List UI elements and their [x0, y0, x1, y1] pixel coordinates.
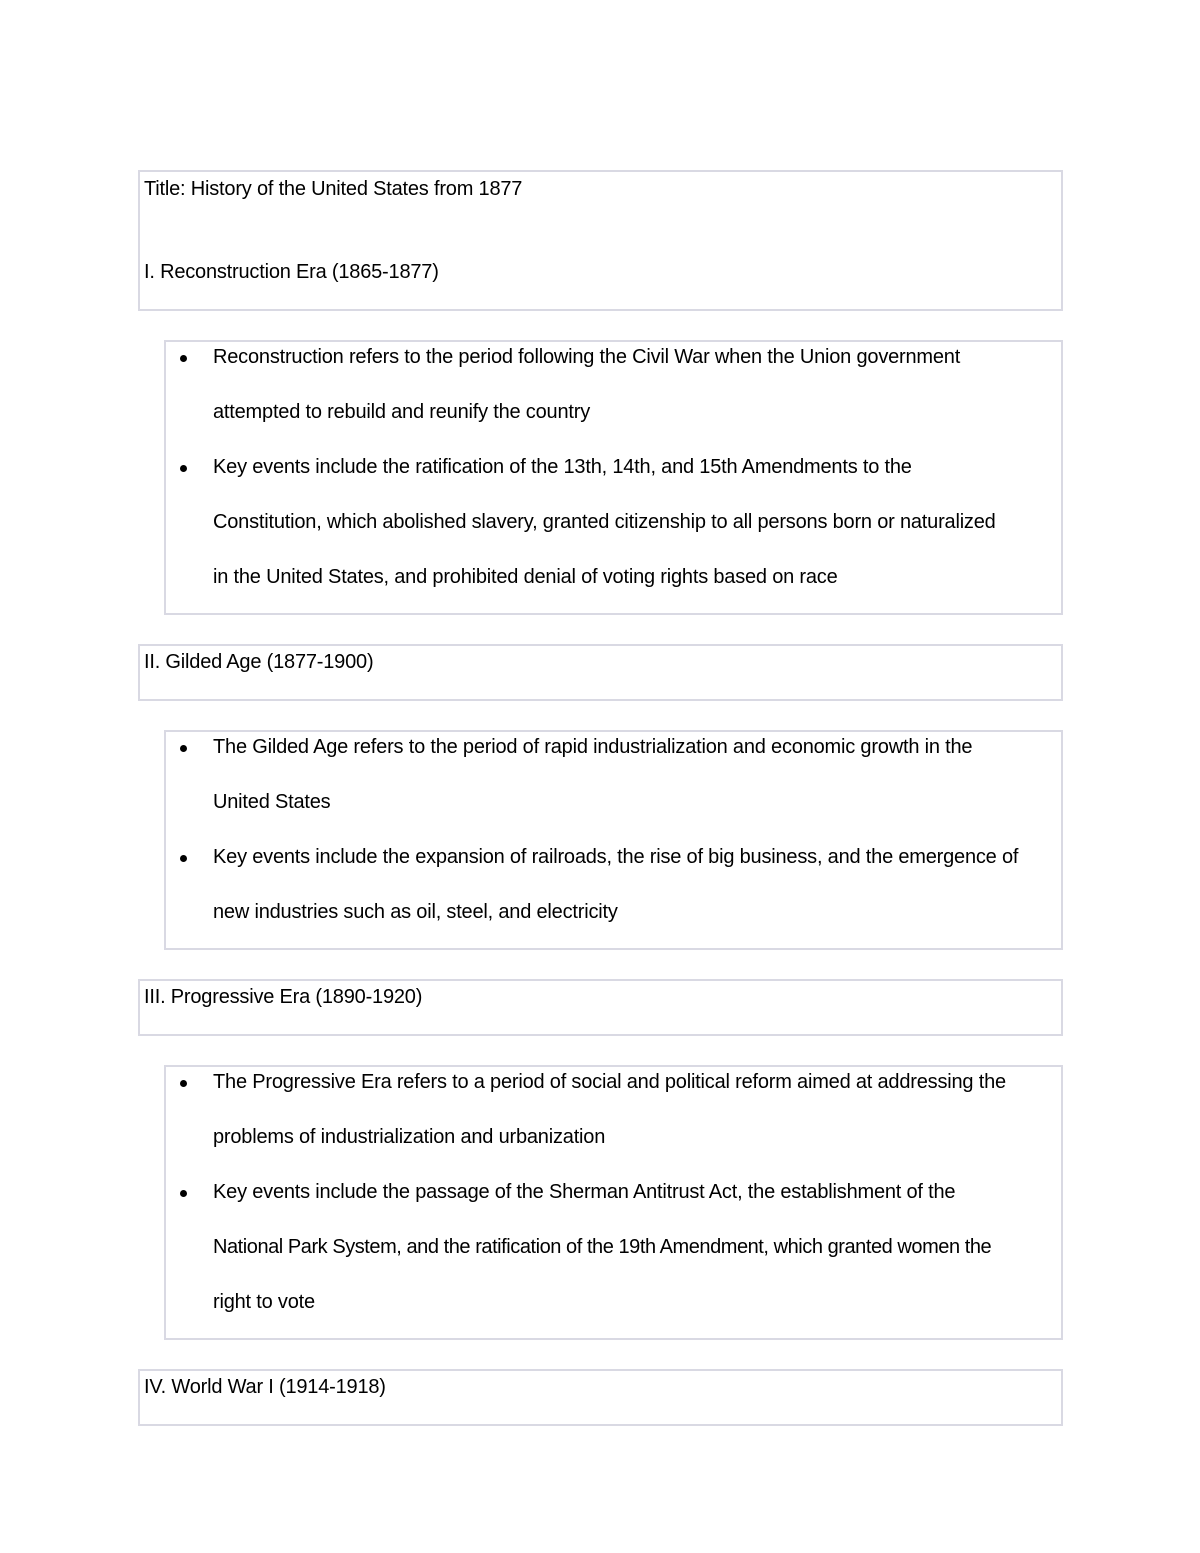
- list-item-line: Key events include the ratification of the 13th, 14th, and 15th Amendments to the: [213, 456, 912, 478]
- section-heading: I. Reconstruction Era (1865-1877): [144, 261, 439, 283]
- bullet-icon: [180, 1190, 187, 1197]
- list-item-line: The Progressive Era refers to a period of social and political reform aimed at addressing the: [213, 1071, 1006, 1093]
- bullet-icon: [180, 1080, 187, 1087]
- bullet-icon: [180, 465, 187, 472]
- title-box: [138, 170, 1063, 311]
- list-item-line: Constitution, which abolished slavery, granted citizenship to all persons born or naturalized: [213, 511, 996, 533]
- list-item-line: attempted to rebuild and reunify the country: [213, 401, 590, 423]
- list-item-line: Key events include the passage of the Sherman Antitrust Act, the establishment of the: [213, 1181, 956, 1203]
- section-heading: III. Progressive Era (1890-1920): [144, 986, 423, 1008]
- section-heading: IV. World War I (1914-1918): [144, 1376, 386, 1398]
- list-item-line: problems of industrialization and urbanization: [213, 1126, 606, 1148]
- list-item-line: United States: [213, 791, 331, 813]
- list-item-line: The Gilded Age refers to the period of rapid industrialization and economic growth in the: [213, 736, 973, 758]
- bullet-list-box: [164, 730, 1063, 950]
- list-item-line: right to vote: [213, 1291, 315, 1313]
- section-heading-box: [138, 1369, 1063, 1426]
- bullet-list-box: [164, 1065, 1063, 1340]
- bullet-icon: [180, 355, 187, 362]
- list-item-line: National Park System, and the ratification of the 19th Amendment, which granted women the: [213, 1236, 992, 1258]
- list-item-line: Key events include the expansion of railroads, the rise of big business, and the emergence of: [213, 846, 1019, 868]
- list-item-line: Reconstruction refers to the period following the Civil War when the Union government: [213, 346, 961, 368]
- section-heading: II. Gilded Age (1877-1900): [144, 651, 374, 673]
- list-item-line: in the United States, and prohibited denial of voting rights based on race: [213, 566, 838, 588]
- section-heading-box: [138, 644, 1063, 701]
- document-title: Title: History of the United States from 1877: [144, 178, 523, 200]
- bullet-icon: [180, 745, 187, 752]
- section-heading-box: [138, 979, 1063, 1036]
- bullet-list-box: [164, 340, 1063, 615]
- bullet-icon: [180, 855, 187, 862]
- list-item-line: new industries such as oil, steel, and electricity: [213, 901, 618, 923]
